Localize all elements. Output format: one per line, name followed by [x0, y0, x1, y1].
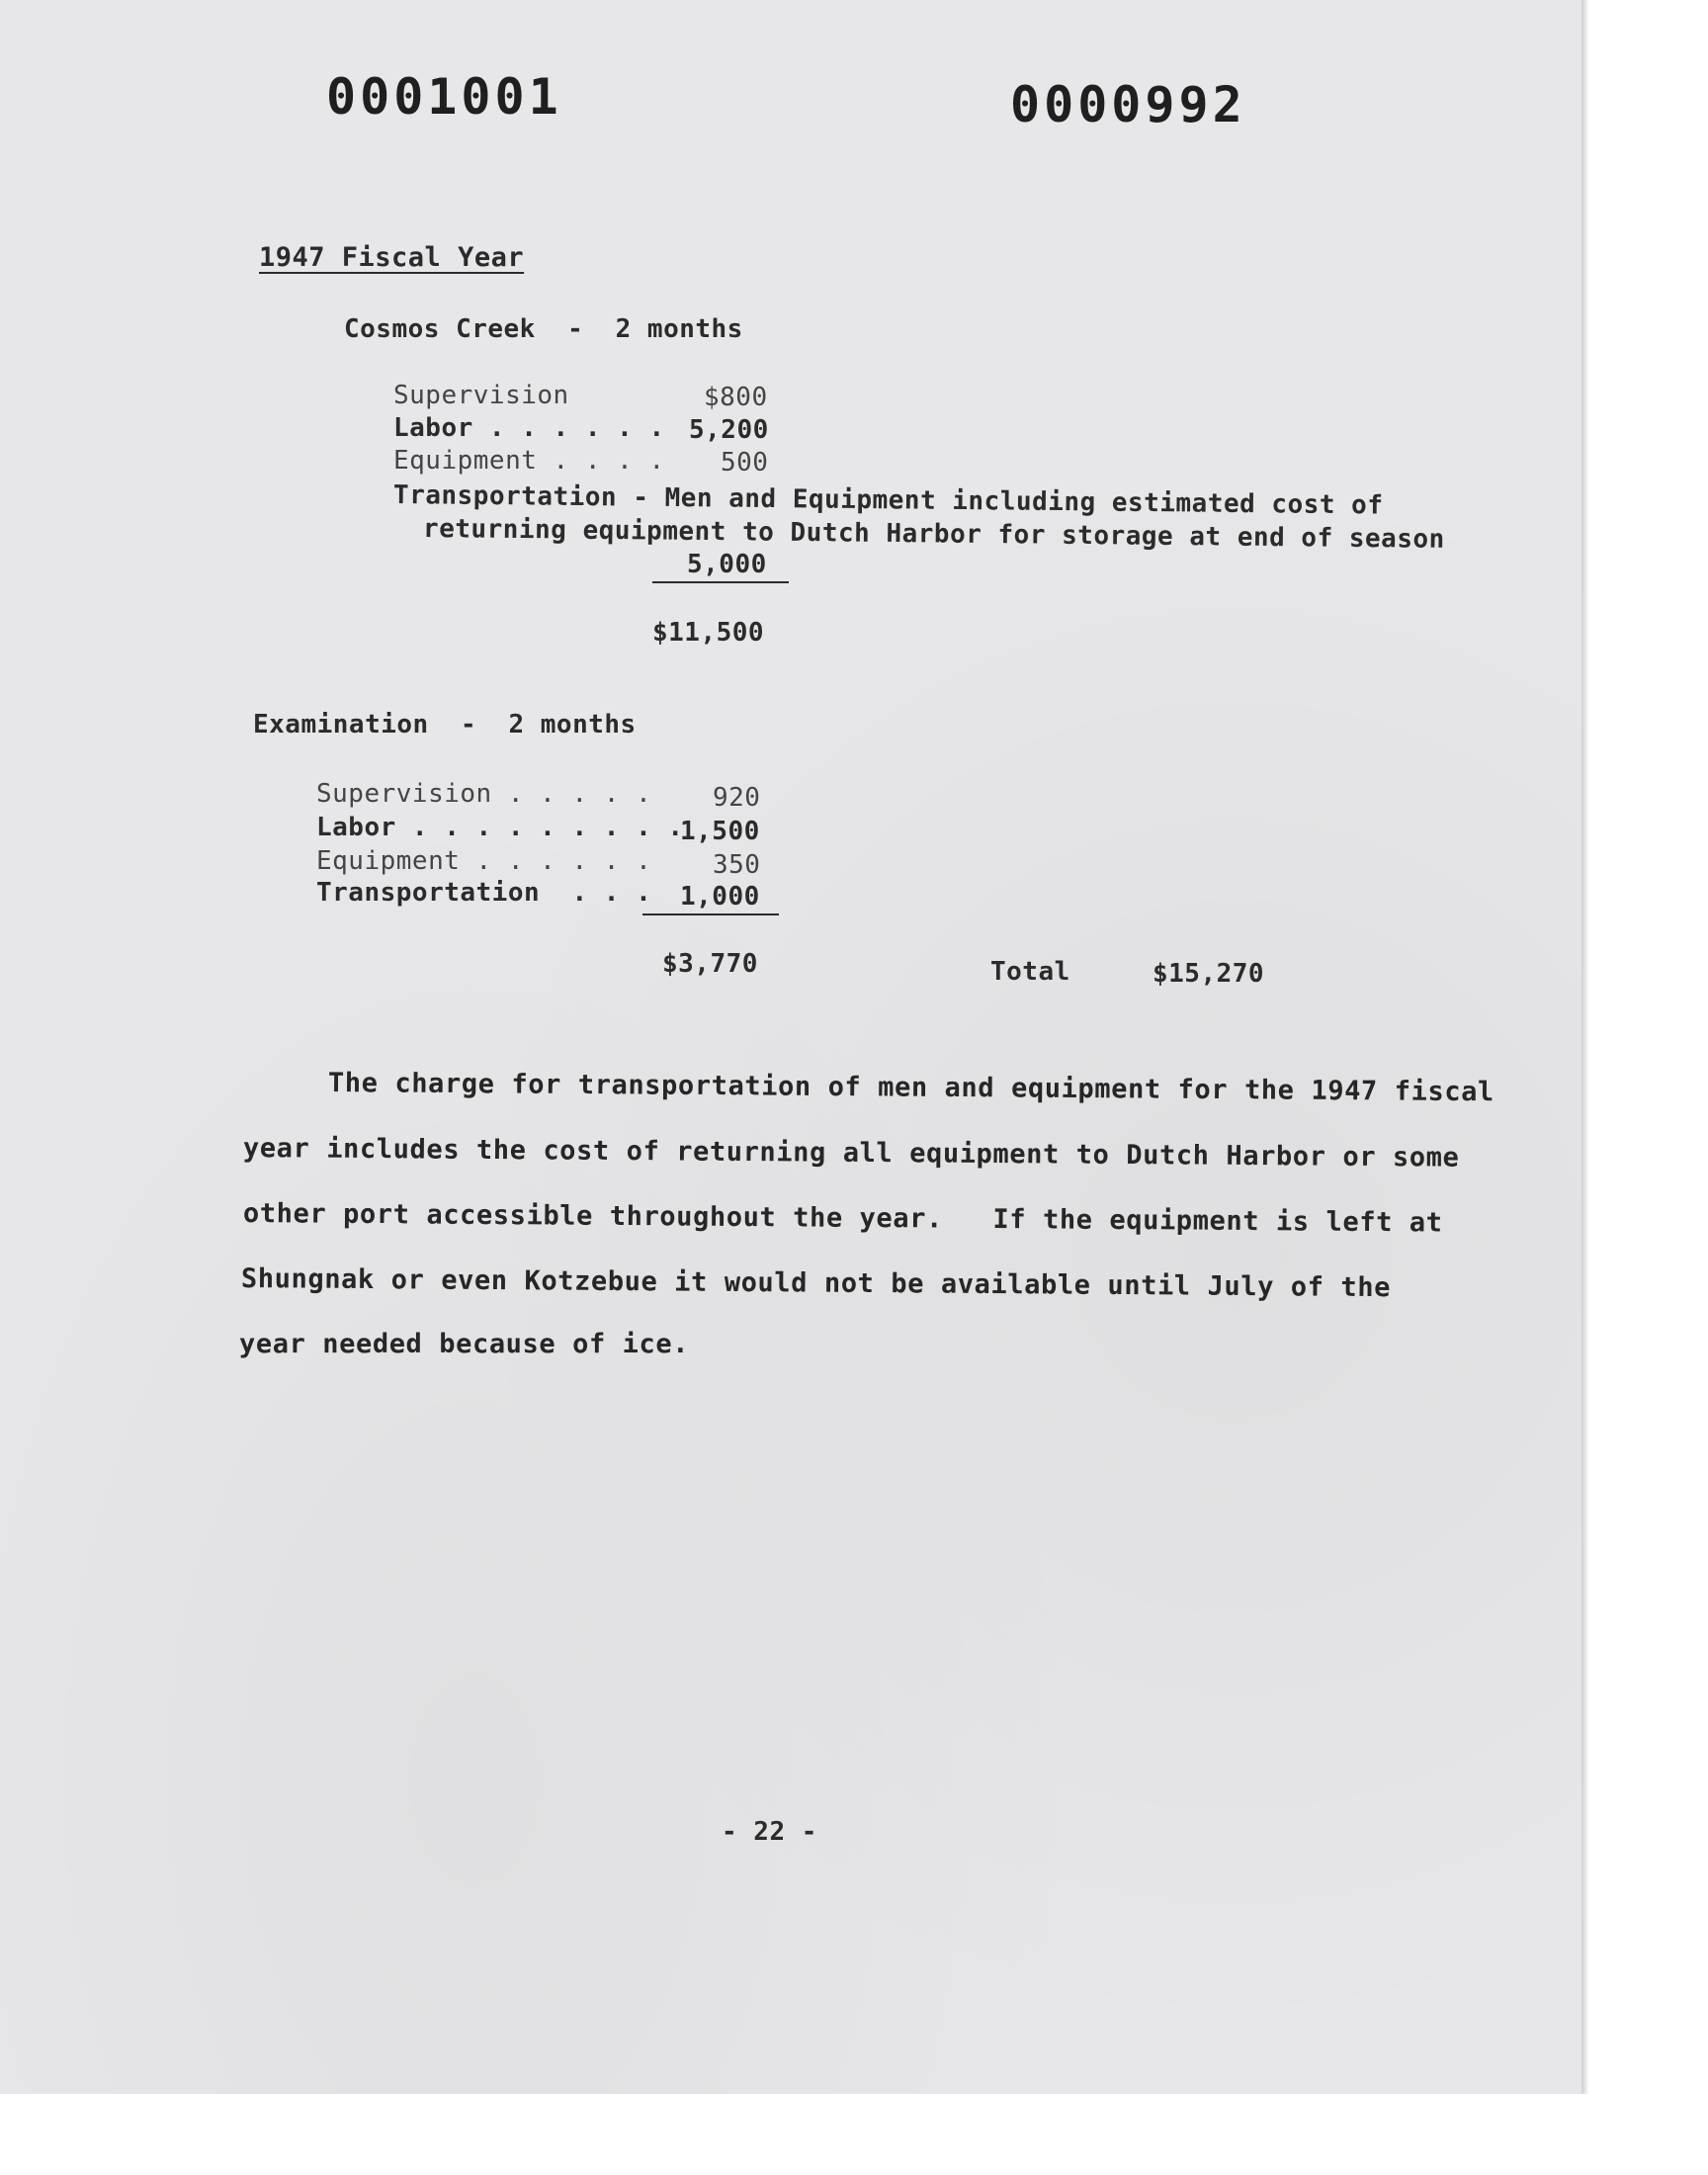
exam-labor-value: 1,500	[680, 817, 760, 846]
stamp-number-right: 0000992	[1010, 76, 1246, 133]
stamp-number-left: 0001001	[326, 68, 562, 126]
examination-title: Examination - 2 months	[253, 710, 637, 740]
exam-sum-rule	[642, 914, 779, 915]
cosmos-supervision-value: $800	[704, 383, 768, 412]
cosmos-equipment-label: Equipment . . . .	[393, 446, 665, 476]
paragraph-line: Shungnak or even Kotzebue it would not be available until July of the	[240, 1263, 1392, 1304]
paragraph-line: year needed because of ice.	[239, 1329, 690, 1359]
page-number: - 22 -	[722, 1817, 817, 1847]
page-edge-shadow	[1581, 0, 1589, 2094]
total-label: Total	[990, 957, 1070, 987]
cosmos-transportation-line2: returning equipment to Dutch Harbor for storage at end of season	[422, 514, 1445, 555]
cosmos-labor-value: 5,200	[689, 415, 769, 445]
cosmos-transportation-value: 5,000	[687, 550, 767, 579]
exam-equipment-label: Equipment . . . . . .	[316, 846, 652, 876]
paragraph-line: year includes the cost of returning all equipment to Dutch Harbor or some	[242, 1133, 1460, 1174]
cosmos-creek-title: Cosmos Creek - 2 months	[344, 314, 743, 344]
exam-subtotal: $3,770	[662, 949, 758, 979]
exam-supervision-value: 920	[713, 783, 761, 813]
cosmos-subtotal: $11,500	[652, 618, 765, 648]
paragraph-line: The charge for transportation of men and equipment for the 1947 fiscal	[327, 1068, 1494, 1108]
cosmos-labor-label: Labor . . . . . .	[393, 413, 665, 443]
fiscal-year-heading: 1947 Fiscal Year	[259, 242, 525, 273]
exam-equipment-value: 350	[713, 850, 761, 880]
exam-labor-label: Labor . . . . . . . . .	[316, 813, 684, 842]
cosmos-supervision-label: Supervision	[393, 381, 569, 410]
exam-supervision-label: Supervision . . . . .	[316, 779, 652, 809]
exam-transportation-value: 1,000	[680, 882, 760, 912]
cosmos-transportation-line1: Transportation - Men and Equipment including estimated cost of	[392, 480, 1384, 521]
total-value: $15,270	[1153, 959, 1265, 989]
cosmos-equipment-value: 500	[721, 448, 769, 478]
cosmos-sum-rule	[652, 581, 789, 583]
paragraph-line: other port accessible throughout the year. If the equipment is left at	[242, 1198, 1443, 1239]
exam-transportation-label: Transportation . . .	[316, 878, 652, 908]
